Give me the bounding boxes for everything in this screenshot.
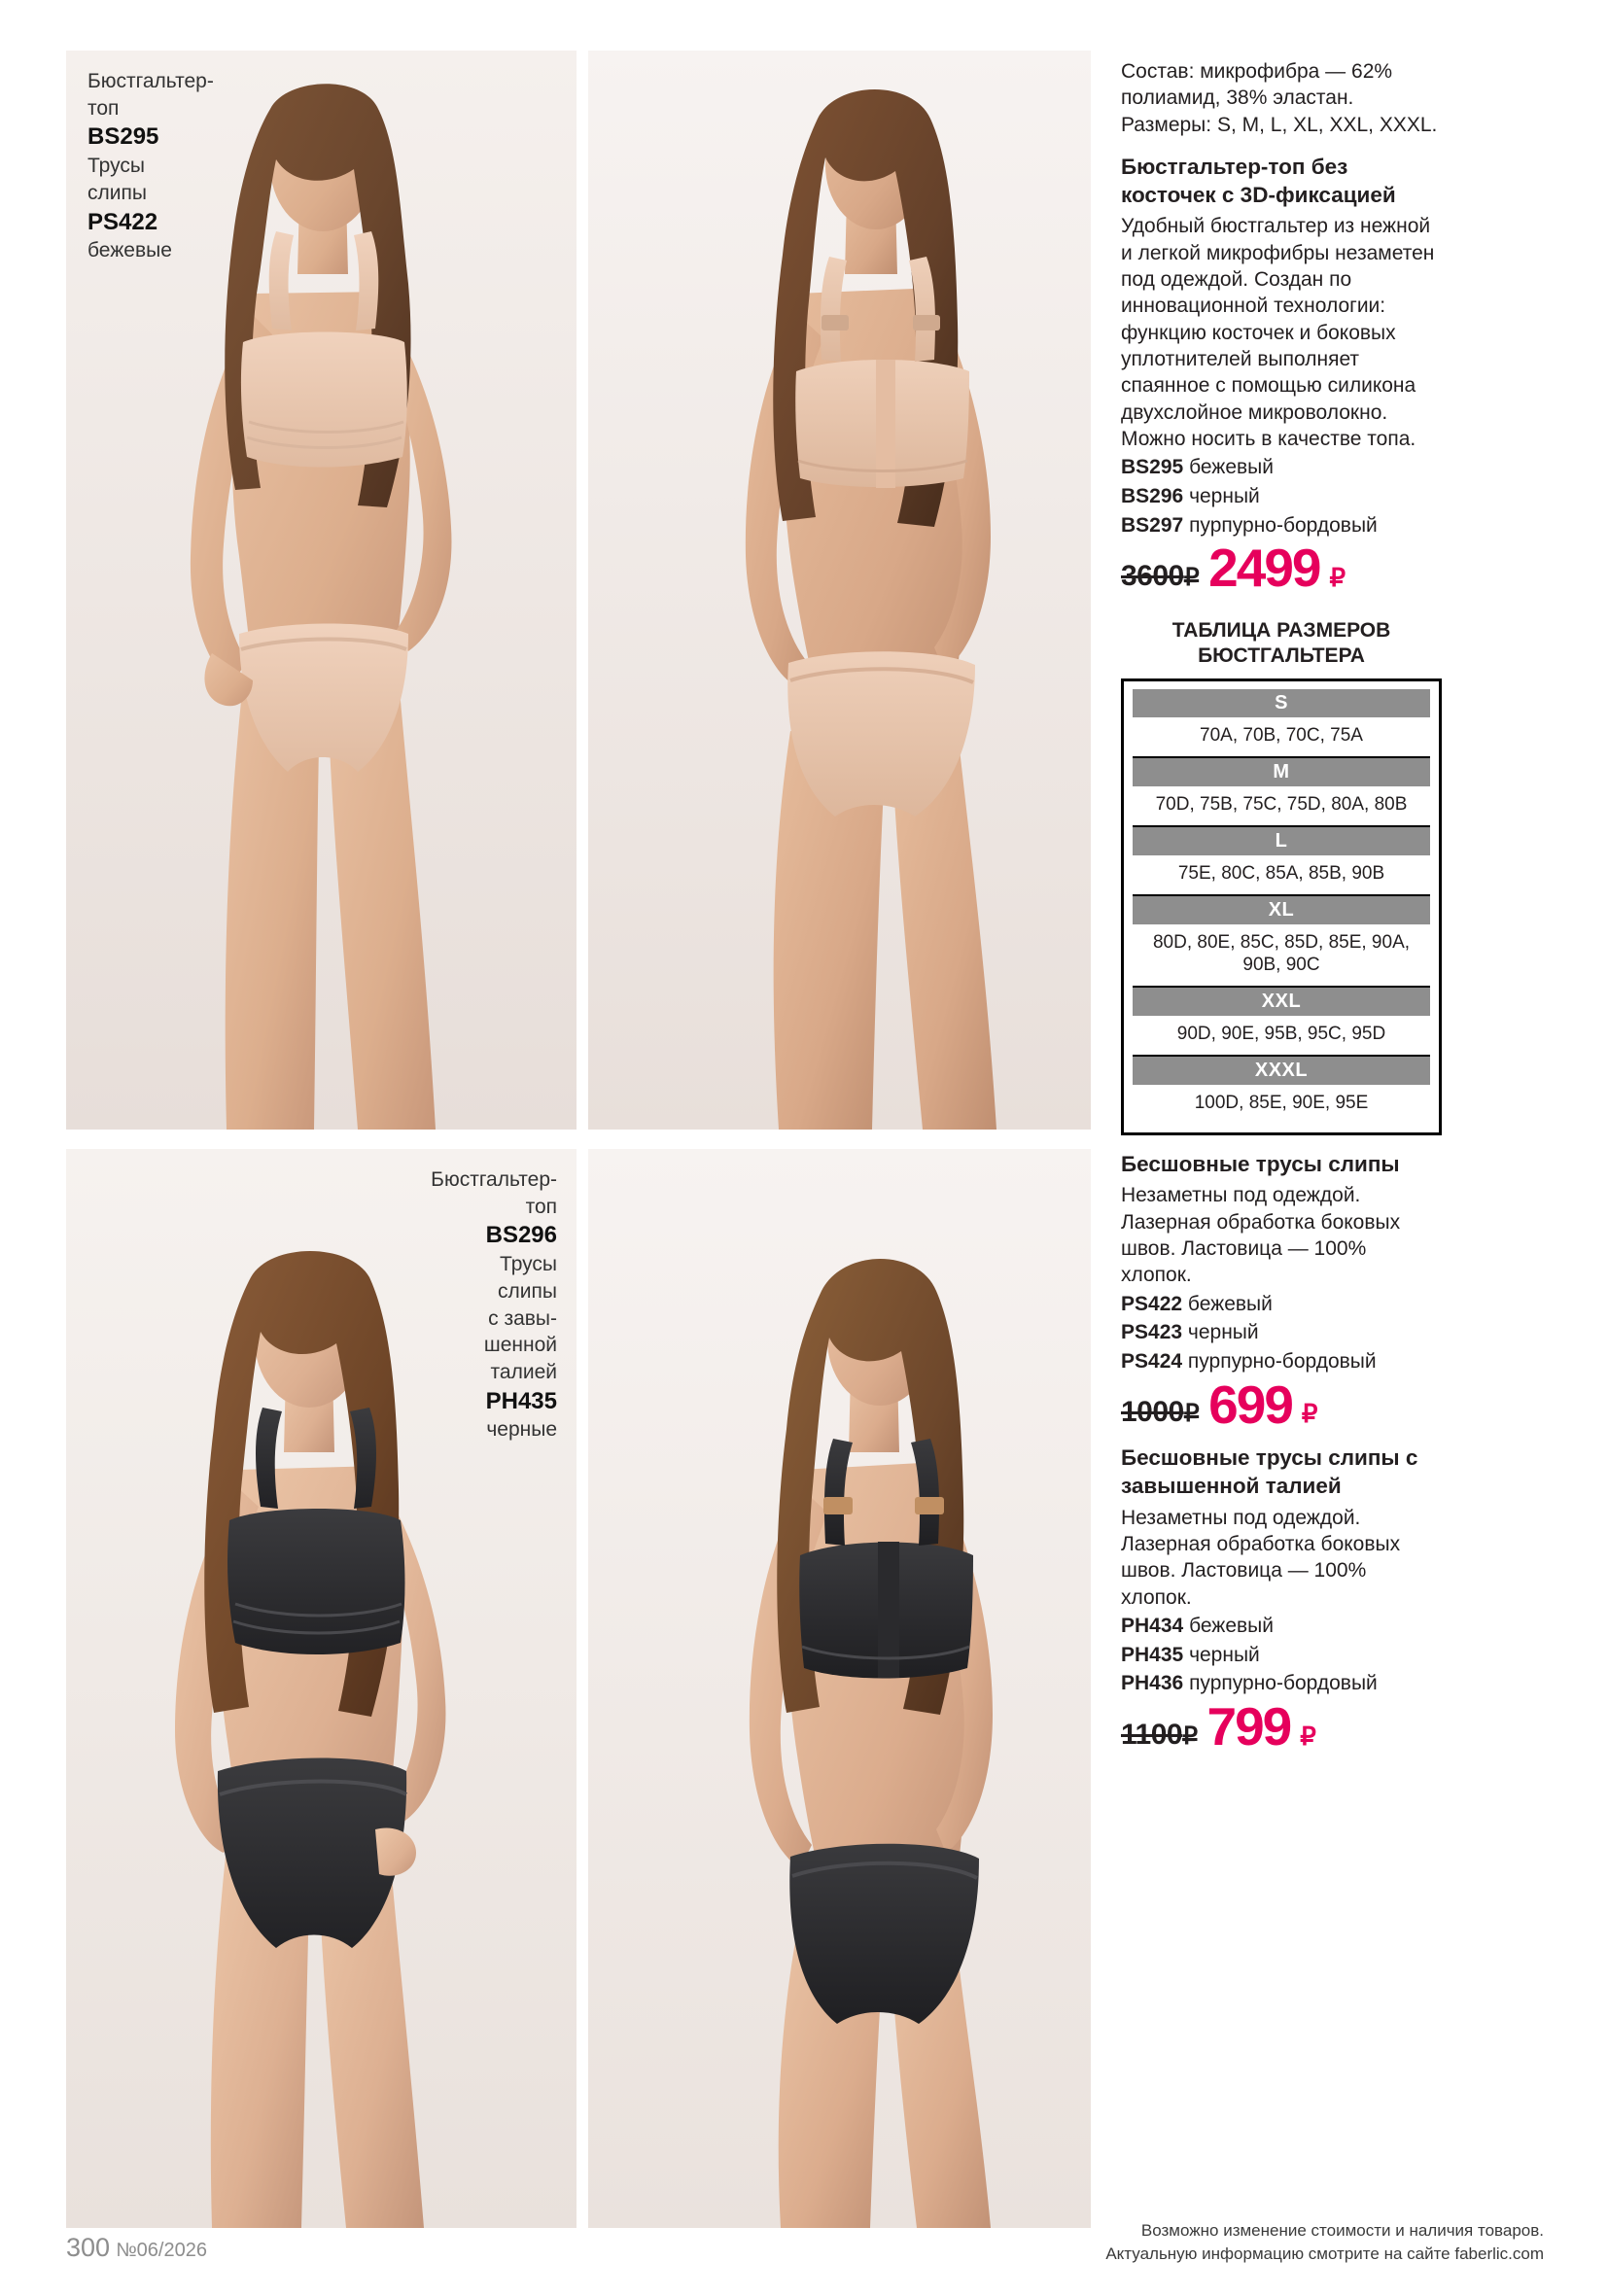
size-table-title-line1: ТАБЛИЦА РАЗМЕРОВ <box>1171 618 1391 642</box>
size-values: 80D, 80E, 85C, 85D, 85E, 90A, 90B, 90C <box>1133 924 1430 989</box>
product-code: PS422 <box>1121 1292 1183 1315</box>
old-price-value: 3600 <box>1121 559 1184 592</box>
product-code: BS297 <box>1121 513 1184 537</box>
block2-code-1 <box>1121 1319 1442 1346</box>
block3-new-price: 799 <box>1206 1696 1291 1757</box>
product-photo-back-nude <box>588 51 1091 1130</box>
product-color: бежевые <box>87 239 172 262</box>
model-illustration-back-black <box>588 1149 1091 2228</box>
size-values: 100D, 85E, 90E, 95E <box>1194 1092 1369 1113</box>
model-illustration-back-nude <box>588 51 1091 1130</box>
product-code: PH435 <box>485 1387 557 1414</box>
product-info-column <box>1121 58 1442 1757</box>
caption-line: с завы- <box>488 1306 557 1330</box>
caption-line: Бюстгальтер- <box>431 1168 557 1191</box>
block2-title: Бесшовные трусы слипы <box>1121 1151 1400 1176</box>
caption-line: топ <box>525 1195 557 1218</box>
old-price-value: 1100 <box>1121 1718 1183 1751</box>
product-color: пурпурно-бордовый <box>1189 513 1378 537</box>
page-number: 300 <box>66 2233 111 2262</box>
block1-code-1 <box>1121 483 1442 510</box>
block3-title: Бесшовные трусы слипы с завышенной талией <box>1121 1445 1418 1498</box>
size-values: 70D, 75B, 75C, 75D, 80A, 80B <box>1133 786 1430 827</box>
block1-price-row <box>1121 538 1442 599</box>
block1-code-2 <box>1121 512 1442 539</box>
product-color: черный <box>1187 1321 1259 1344</box>
product-color: пурпурно-бордовый <box>1187 1349 1377 1373</box>
size-header: XL <box>1133 896 1430 924</box>
caption-line: Трусы <box>87 155 145 178</box>
size-header: XXXL <box>1133 1057 1430 1085</box>
block1-body: Удобный бюстгальтер из нежной и легкой микрофибры незаметен под одеждой. Создан по инновационной технологии: функцию косточек и боковых уплотнителей выполняет спаянное с помощью силикона двухслойное микроволокно. Можно носить в качестве топа. <box>1121 215 1435 450</box>
disclaimer-line-2: Актуальную информацию смотрите на сайте faberlic.com <box>1105 2244 1544 2264</box>
size-values: 90D, 90E, 95B, 95C, 95D <box>1133 1016 1430 1057</box>
block1-old-price <box>1121 560 1199 593</box>
caption-line: слипы <box>87 181 147 204</box>
block2-code-0 <box>1121 1291 1442 1318</box>
caption-top-left <box>87 68 214 264</box>
product-color: пурпурно-бордовый <box>1189 1672 1378 1695</box>
footer-disclaimer <box>1105 2219 1544 2267</box>
caption-line: талией <box>490 1360 557 1383</box>
currency-symbol: ₽ <box>1183 563 1200 591</box>
block2-old-price <box>1121 1396 1199 1429</box>
product-color: черные <box>486 1418 557 1442</box>
product-code: BS295 <box>87 123 159 151</box>
product-code: PS422 <box>87 208 158 235</box>
product-code: BS296 <box>1121 484 1184 507</box>
size-header: S <box>1133 689 1430 717</box>
product-code: PS423 <box>1121 1321 1183 1344</box>
caption-bottom-left <box>431 1166 557 1444</box>
currency-symbol: ₽ <box>1182 1722 1198 1750</box>
block2-new-price: 699 <box>1208 1374 1292 1435</box>
footer-left <box>66 2233 207 2263</box>
caption-line: слипы <box>498 1279 557 1303</box>
size-values: 70A, 70B, 70C, 75A <box>1133 717 1430 758</box>
block3-price-row <box>1121 1696 1442 1757</box>
size-table-title <box>1121 618 1442 670</box>
caption-line: Трусы <box>500 1253 557 1276</box>
product-photo-back-black <box>588 1149 1091 2228</box>
currency-symbol: ₽ <box>1183 1400 1200 1428</box>
product-code: BS295 <box>1121 456 1184 479</box>
product-photo-front-nude <box>66 51 577 1130</box>
product-code: PS424 <box>1121 1349 1183 1373</box>
product-code: BS296 <box>485 1222 557 1249</box>
issue-number: №06/2026 <box>116 2240 207 2261</box>
size-header: M <box>1133 758 1430 786</box>
product-color: бежевый <box>1189 1614 1275 1637</box>
block3-code-1 <box>1121 1642 1442 1669</box>
block1-code-0 <box>1121 454 1442 481</box>
old-price-value: 1000 <box>1121 1396 1184 1429</box>
composition-text: Состав: микрофибра — 62% полиамид, 38% эластан. Размеры: S, M, L, XL, XXL, XXXL. <box>1121 60 1438 136</box>
product-photo-front-black <box>66 1149 577 2228</box>
product-code: PH435 <box>1121 1643 1184 1666</box>
product-code: PH436 <box>1121 1672 1184 1695</box>
block3-code-2 <box>1121 1670 1442 1697</box>
block3-body: Незаметны под одеждой. Лазерная обработка боковых швов. Ластовица — 100% хлопок. <box>1121 1506 1401 1609</box>
block2-body: Незаметны под одеждой. Лазерная обработка боковых швов. Ластовица — 100% хлопок. <box>1121 1184 1401 1287</box>
size-values: 75E, 80C, 85A, 85B, 90B <box>1133 855 1430 896</box>
block3-old-price <box>1121 1719 1198 1752</box>
block1-title: Бюстгальтер-топ без косточек с 3D-фиксацией <box>1121 154 1396 207</box>
disclaimer-line-1: Возможно изменение стоимости и наличия товаров. <box>1140 2220 1544 2240</box>
caption-line: шенной <box>483 1334 557 1357</box>
product-color: черный <box>1189 484 1260 507</box>
product-color: черный <box>1189 1643 1260 1666</box>
block2-price-row <box>1121 1374 1442 1435</box>
currency-symbol: ₽ <box>1329 562 1346 592</box>
caption-line: Бюстгальтер- <box>87 70 214 92</box>
product-color: бежевый <box>1189 456 1275 479</box>
caption-line: топ <box>87 96 120 120</box>
product-code: PH434 <box>1121 1614 1184 1637</box>
size-header: L <box>1133 827 1430 855</box>
block1-new-price: 2499 <box>1208 538 1320 599</box>
currency-symbol: ₽ <box>1301 1399 1318 1429</box>
size-table <box>1121 678 1442 1134</box>
block2-code-2 <box>1121 1348 1442 1375</box>
product-color: бежевый <box>1187 1292 1273 1315</box>
size-header: XXL <box>1133 988 1430 1016</box>
currency-symbol: ₽ <box>1300 1721 1316 1751</box>
block3-code-0 <box>1121 1613 1442 1640</box>
size-table-title-line2: БЮСТГАЛЬТЕРА <box>1198 644 1365 668</box>
